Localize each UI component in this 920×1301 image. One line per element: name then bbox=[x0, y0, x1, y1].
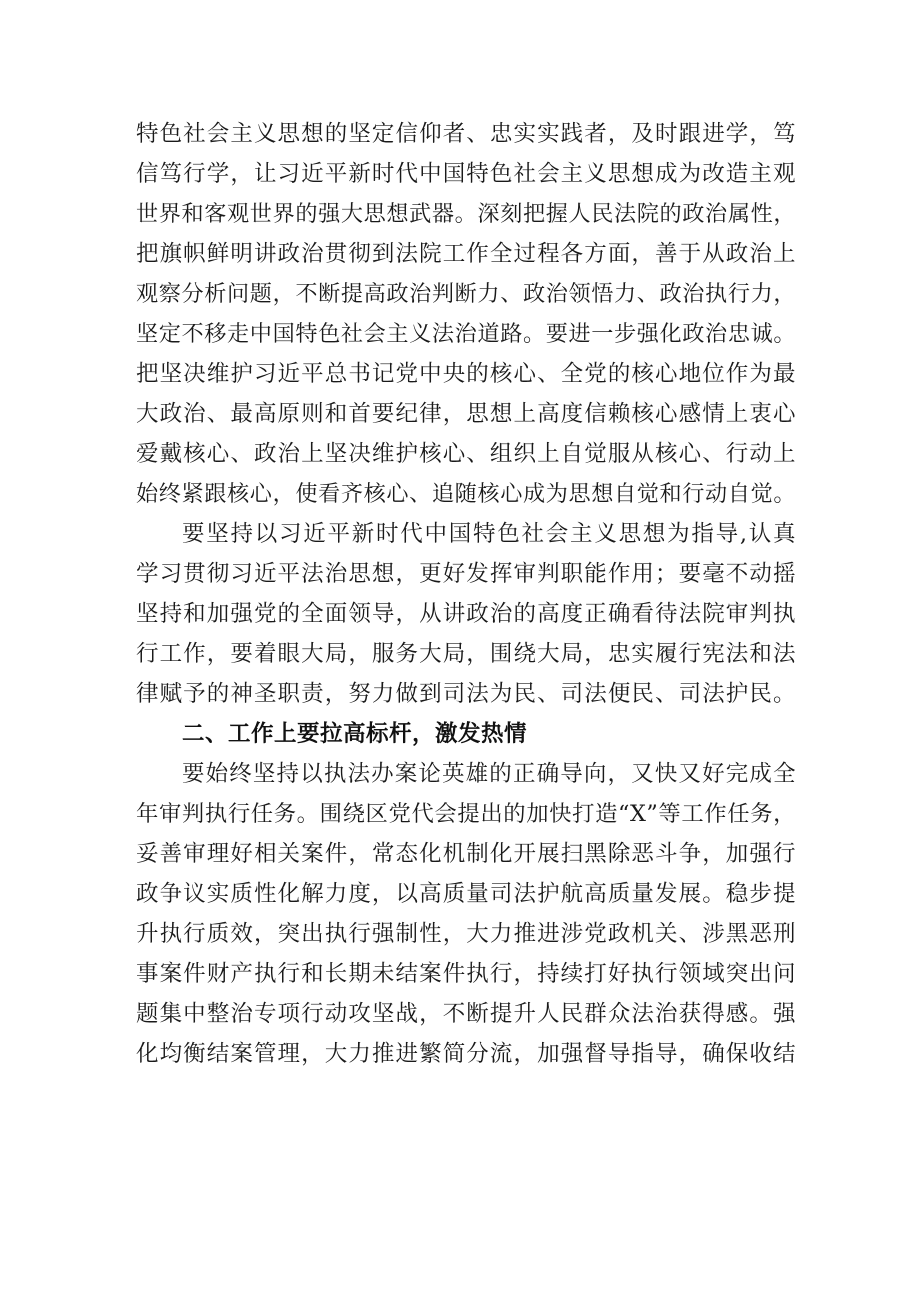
text-line: 把旗帜鲜明讲政治贯彻到法院工作全过程各方面，善于从政治上 bbox=[136, 241, 796, 267]
text-line: 政争议实质性化解力度，以高质量司法护航高质量发展。稳步提 bbox=[136, 881, 796, 907]
text-line: 行工作，要着眼大局，服务大局，围绕大局，忠实履行宪法和法 bbox=[136, 641, 796, 667]
text-line: 把坚决维护习近平总书记党中央的核心、全党的核心地位作为最 bbox=[136, 361, 796, 387]
paragraph-1 bbox=[136, 114, 796, 514]
text-line: 坚持和加强党的全面领导，从讲政治的高度正确看待法院审判执 bbox=[136, 601, 796, 627]
text-line: 信笃行学，让习近平新时代中国特色社会主义思想成为改造主观 bbox=[136, 161, 796, 187]
text-line: 始终紧跟核心，使看齐核心、追随核心成为思想自觉和行动自觉。 bbox=[136, 481, 796, 507]
text-line: 升执行质效，突出执行强制性，大力推进涉党政机关、涉黑恶刑 bbox=[136, 921, 796, 947]
text-line: 律赋予的神圣职责，努力做到司法为民、司法便民、司法护民。 bbox=[136, 681, 796, 707]
text-line: 化均衡结案管理，大力推进繁简分流，加强督导指导，确保收结 bbox=[136, 1041, 796, 1067]
text-line: 题集中整治专项行动攻坚战，不断提升人民群众法治获得感。强 bbox=[136, 1001, 796, 1027]
paragraph-2 bbox=[136, 514, 796, 714]
text-line: 要坚持以习近平新时代中国特色社会主义思想为指导,认真 bbox=[182, 521, 796, 547]
text-line: 大政治、最高原则和首要纪律，思想上高度信赖核心感情上衷心 bbox=[136, 401, 796, 427]
text-line: 爱戴核心、政治上坚决维护核心、组织上自觉服从核心、行动上 bbox=[136, 441, 796, 467]
paragraph-3 bbox=[136, 754, 796, 1074]
text-line: 年审判执行任务。围绕区党代会提出的加快打造“X”等工作任务， bbox=[136, 801, 796, 827]
text-line: 观察分析问题，不断提高政治判断力、政治领悟力、政治执行力， bbox=[136, 281, 796, 307]
text-line: 妥善审理好相关案件，常态化机制化开展扫黑除恶斗争，加强行 bbox=[136, 841, 796, 867]
text-line: 要始终坚持以执法办案论英雄的正确导向，又快又好完成全 bbox=[182, 761, 796, 787]
text-line: 世界和客观世界的强大思想武器。深刻把握人民法院的政治属性， bbox=[136, 201, 796, 227]
text-line: 坚定不移走中国特色社会主义法治道路。要进一步强化政治忠诚。 bbox=[136, 321, 796, 347]
text-line: 学习贯彻习近平法治思想，更好发挥审判职能作用；要毫不动摇 bbox=[136, 561, 796, 587]
section-heading: 二、工作上要拉高标杆，激发热情 bbox=[182, 721, 528, 747]
document-body bbox=[136, 114, 796, 1074]
text-line: 事案件财产执行和长期未结案件执行，持续打好执行领域突出问 bbox=[136, 961, 796, 987]
text-line: 特色社会主义思想的坚定信仰者、忠实实践者，及时跟进学，笃 bbox=[136, 121, 796, 147]
